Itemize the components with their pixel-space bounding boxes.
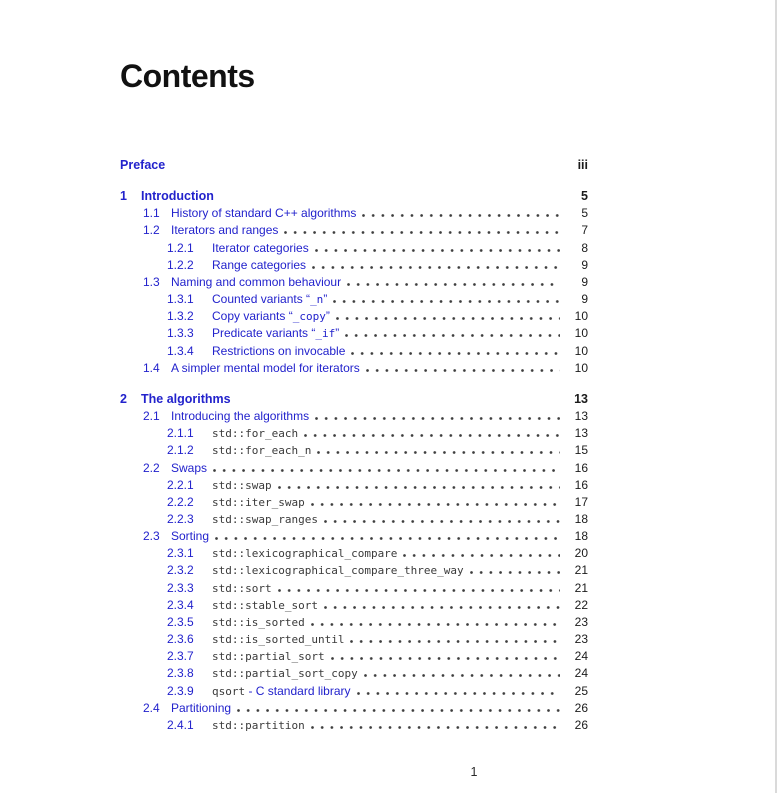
- toc-entry-page: 26: [574, 717, 588, 732]
- toc-entry-number: 2.3.5: [167, 614, 194, 629]
- dot-leader: [331, 649, 560, 660]
- link-text: Iterator categories: [212, 240, 309, 255]
- link-text: ”: [335, 326, 340, 341]
- toc-entry-page: iii: [577, 158, 588, 172]
- toc-entry[interactable]: [120, 308, 588, 325]
- toc-entry-number: 2.4.1: [167, 717, 194, 732]
- toc-entry[interactable]: [120, 157, 588, 174]
- code-text: _n: [310, 293, 324, 307]
- toc-entry-page: 23: [574, 632, 588, 647]
- toc-entry-number: 2.3.1: [167, 546, 194, 561]
- toc-entry-title: [212, 614, 305, 631]
- code-text: std::swap_ranges: [212, 512, 318, 526]
- toc-entry[interactable]: [120, 477, 588, 494]
- toc-entry-title: [212, 442, 311, 459]
- dot-leader: [304, 426, 560, 437]
- toc-entry-page: 10: [574, 309, 588, 324]
- toc-entry-number: 1.3.3: [167, 326, 194, 341]
- toc-entry[interactable]: [120, 222, 588, 239]
- toc-entry-page: 18: [574, 529, 588, 544]
- dot-leader: [311, 495, 560, 506]
- dot-leader: [345, 326, 560, 337]
- dot-leader: [312, 258, 560, 269]
- link-text: Swaps: [171, 460, 208, 475]
- link-text: A simpler mental model for iterators: [171, 360, 360, 375]
- toc-entry-number: 2.3.4: [167, 597, 194, 612]
- toc-entry-number: 1: [120, 189, 127, 204]
- toc-entry-page: 22: [574, 597, 588, 612]
- toc-entry-number: 1.2.1: [167, 240, 194, 255]
- toc-entry-title: [171, 205, 356, 222]
- toc-entry[interactable]: [120, 325, 588, 342]
- dot-leader: [347, 275, 560, 286]
- toc-entry-number: 1.3.4: [167, 343, 194, 358]
- toc-entry-title: [171, 360, 360, 377]
- footer-page-number: 1: [470, 765, 478, 779]
- dot-leader: [470, 563, 560, 574]
- toc-entry[interactable]: [120, 343, 588, 360]
- link-text: ”: [325, 309, 330, 324]
- toc-entry-title: [212, 291, 327, 308]
- toc-entry-page: 15: [574, 443, 588, 458]
- toc-entry[interactable]: [120, 631, 588, 648]
- toc-entry-number: 1.2.2: [167, 257, 194, 272]
- toc-entry-number: 1.3.1: [167, 292, 194, 307]
- toc-entry-title: [212, 545, 397, 562]
- toc-entry[interactable]: [120, 188, 588, 205]
- toc-entry-title: [212, 580, 272, 597]
- link-text: Restrictions on invocable: [212, 343, 346, 358]
- code-text: std::is_sorted: [212, 615, 305, 629]
- toc-entry-title: [171, 700, 231, 717]
- code-text: std::lexicographical_compare: [212, 547, 398, 561]
- link-text: Predicate variants “: [212, 326, 316, 341]
- toc-entry[interactable]: [120, 597, 588, 614]
- toc-entry-page: 10: [574, 360, 588, 375]
- toc-entry-page: 23: [574, 614, 588, 629]
- toc-entry[interactable]: [120, 205, 588, 222]
- dot-leader: [315, 409, 560, 420]
- code-text: std::iter_swap: [212, 495, 305, 509]
- toc-entry[interactable]: [120, 408, 588, 425]
- link-text: History of standard C++ algorithms: [171, 206, 357, 221]
- toc-entry-title: [120, 157, 165, 174]
- dot-leader: [324, 512, 560, 523]
- toc-entry-number: 2.3.3: [167, 580, 194, 595]
- dot-leader: [324, 598, 560, 609]
- code-text: std::is_sorted_until: [212, 633, 345, 647]
- toc-entry-page: 7: [581, 223, 588, 238]
- toc-entry[interactable]: [120, 460, 588, 477]
- toc-entry-page: 5: [581, 189, 588, 204]
- toc-entry-title: [212, 562, 464, 579]
- toc-entry-page: 24: [574, 649, 588, 664]
- toc-entry-title: [171, 222, 278, 239]
- toc-entry-title: [141, 391, 231, 408]
- toc-entry[interactable]: [120, 717, 588, 734]
- toc-entry-number: 2.1: [143, 409, 160, 424]
- toc-entry[interactable]: [120, 545, 588, 562]
- dot-leader: [364, 666, 560, 677]
- toc-list: [120, 157, 588, 734]
- link-text: ”: [323, 292, 328, 307]
- toc-entry-number: 2.1.2: [167, 443, 194, 458]
- toc-entry-number: 1.2: [143, 223, 160, 238]
- toc-entry[interactable]: [120, 425, 588, 442]
- dot-leader: [215, 529, 560, 540]
- toc-entry-title: [212, 477, 272, 494]
- code-text: std::partial_sort: [212, 650, 325, 664]
- dot-leader: [311, 718, 560, 729]
- toc-entry-title: [212, 683, 351, 700]
- toc-entry-title: [171, 460, 207, 477]
- toc-entry-title: [212, 325, 339, 342]
- toc-entry-title: [212, 717, 305, 734]
- toc-entry[interactable]: [120, 442, 588, 459]
- toc-entry-title: [212, 425, 298, 442]
- code-text: std::for_each: [212, 427, 299, 441]
- toc-entry-page: 13: [574, 391, 588, 406]
- toc-entry[interactable]: [120, 614, 588, 631]
- toc-entry-title: [171, 274, 341, 291]
- toc-entry[interactable]: [120, 511, 588, 528]
- code-text: _copy: [292, 310, 326, 324]
- toc-entry-number: 2.3.2: [167, 563, 194, 578]
- toc-entry-number: 2.3.9: [167, 683, 194, 698]
- toc-entry[interactable]: [120, 700, 588, 717]
- toc-entry-number: 1.4: [143, 360, 160, 375]
- toc-entry[interactable]: [120, 580, 588, 597]
- code-text: std::for_each_n: [212, 444, 312, 458]
- code-text: _if: [315, 327, 336, 341]
- toc-entry-page: 13: [574, 409, 588, 424]
- toc-entry-page: 20: [574, 546, 588, 561]
- toc-entry-title: [212, 240, 309, 257]
- link-text: Introducing the algorithms: [171, 409, 310, 424]
- toc-entry[interactable]: [120, 291, 588, 308]
- link-text: Naming and common behaviour: [171, 274, 342, 289]
- code-text: std::partial_sort_copy: [212, 667, 358, 681]
- toc-entry-number: 2.2.2: [167, 494, 194, 509]
- dot-leader: [333, 292, 560, 303]
- toc-entry[interactable]: [120, 257, 588, 274]
- toc-entry-number: 1.1: [143, 206, 160, 221]
- toc-entry-page: 9: [581, 274, 588, 289]
- toc-entry-page: 25: [574, 683, 588, 698]
- toc-entry-page: 13: [574, 426, 588, 441]
- dot-leader: [357, 684, 561, 695]
- toc-entry-title: [212, 597, 318, 614]
- toc-entry-title: [212, 511, 318, 528]
- toc-entry-page: 21: [574, 563, 588, 578]
- toc-entry-page: 26: [574, 700, 588, 715]
- code-text: std::partition: [212, 718, 305, 732]
- toc-entry[interactable]: [120, 665, 588, 682]
- toc-entry-title: [171, 408, 309, 425]
- toc-entry-number: 2.4: [143, 700, 160, 715]
- toc-entry-page: 16: [574, 477, 588, 492]
- link-text: Sorting: [171, 529, 210, 544]
- toc-entry[interactable]: [120, 683, 588, 700]
- link-text: Preface: [120, 158, 166, 172]
- dot-leader: [366, 361, 560, 372]
- link-text: The algorithms: [141, 391, 231, 406]
- toc-entry-number: 2: [120, 391, 127, 406]
- link-text: Partitioning: [171, 700, 232, 715]
- toc-entry-number: 2.3: [143, 529, 160, 544]
- toc-entry-number: 1.3.2: [167, 309, 194, 324]
- dot-leader: [213, 461, 560, 472]
- toc-entry-page: 9: [581, 292, 588, 307]
- toc-entry-number: 2.2.3: [167, 511, 194, 526]
- link-text: - C standard library: [245, 683, 351, 698]
- toc-entry[interactable]: [120, 240, 588, 257]
- dot-leader: [350, 632, 560, 643]
- dot-leader: [336, 309, 560, 320]
- toc-entry[interactable]: [120, 274, 588, 291]
- dot-leader: [237, 701, 560, 712]
- toc-entry[interactable]: [120, 391, 588, 408]
- dot-leader: [311, 615, 560, 626]
- toc-entry-number: 2.2: [143, 460, 160, 475]
- toc-entry-title: [212, 665, 358, 682]
- code-text: std::lexicographical_compare_three_way: [212, 564, 464, 578]
- link-text: Iterators and ranges: [171, 223, 279, 238]
- toc-entry-page: 16: [574, 460, 588, 475]
- toc-entry-title: [171, 528, 209, 545]
- link-text: Copy variants “: [212, 309, 293, 324]
- toc-entry[interactable]: [120, 648, 588, 665]
- toc-entry-title: [212, 308, 330, 325]
- dot-leader: [403, 546, 560, 557]
- toc-entry-title: [141, 188, 214, 205]
- toc-entry-number: 2.3.6: [167, 632, 194, 647]
- toc-entry-number: 2.1.1: [167, 426, 194, 441]
- toc-entry-number: 2.3.7: [167, 649, 194, 664]
- toc-entry-number: 1.3: [143, 274, 160, 289]
- dot-leader: [351, 344, 560, 355]
- link-text: Range categories: [212, 257, 307, 272]
- toc-entry[interactable]: [120, 494, 588, 511]
- toc-entry-title: [212, 648, 325, 665]
- toc-entry[interactable]: [120, 562, 588, 579]
- code-text: std::stable_sort: [212, 598, 318, 612]
- dot-leader: [278, 478, 560, 489]
- toc-entry-page: 9: [581, 257, 588, 272]
- page-title: Contents: [120, 58, 255, 94]
- toc-entry[interactable]: [120, 360, 588, 377]
- dot-leader: [315, 241, 560, 252]
- toc-entry-page: 10: [574, 343, 588, 358]
- link-text: Introduction: [141, 189, 214, 204]
- toc-entry-number: 2.2.1: [167, 477, 194, 492]
- toc-entry-page: 24: [574, 666, 588, 681]
- toc-entry[interactable]: [120, 528, 588, 545]
- toc-entry-page: 18: [574, 511, 588, 526]
- toc-entry-page: 8: [581, 240, 588, 255]
- toc-entry-number: 2.3.8: [167, 666, 194, 681]
- toc-entry-page: 17: [574, 494, 588, 509]
- link-text: Counted variants “: [212, 292, 311, 307]
- code-text: std::sort: [212, 581, 272, 595]
- toc-entry-page: 21: [574, 580, 588, 595]
- code-text: qsort: [212, 684, 246, 698]
- toc-entry-page: 5: [581, 206, 588, 221]
- dot-leader: [284, 223, 560, 234]
- toc-entry-title: [212, 494, 305, 511]
- dot-leader: [278, 581, 560, 592]
- toc-entry-title: [212, 257, 306, 274]
- toc-entry-title: [212, 631, 344, 648]
- dot-leader: [362, 206, 560, 217]
- dot-leader: [317, 443, 560, 454]
- code-text: std::swap: [212, 478, 272, 492]
- toc-entry-title: [212, 343, 345, 360]
- toc-entry-page: 10: [574, 326, 588, 341]
